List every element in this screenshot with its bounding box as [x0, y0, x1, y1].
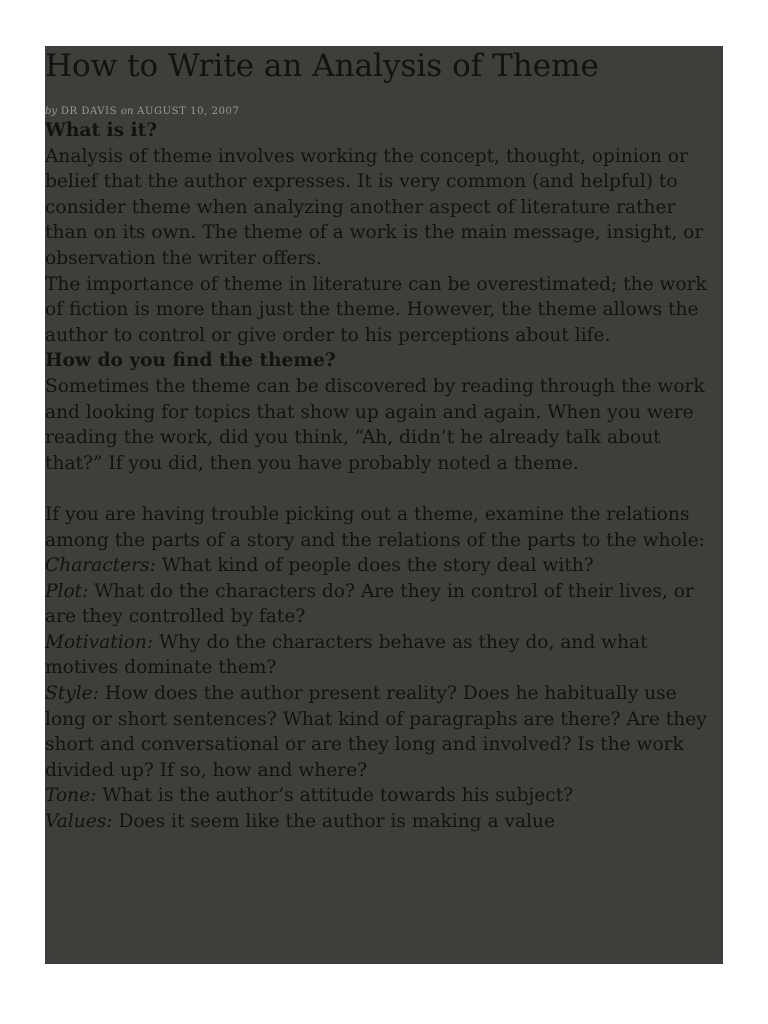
element-values	[45, 809, 723, 835]
element-term: Values:	[45, 811, 113, 833]
element-term: Motivation:	[45, 631, 154, 653]
element-characters	[45, 553, 723, 579]
element-style	[45, 681, 723, 783]
article-title: How to Write an Analysis of Theme	[45, 48, 599, 84]
element-text: Does it seem like the author is making a value	[112, 811, 556, 833]
element-text: What kind of people does the story deal with?	[155, 555, 594, 577]
paragraph-spacer	[45, 476, 723, 502]
byline	[45, 106, 723, 118]
paragraph-4: If you are having trouble picking out a theme, examine the relations among the parts of a story and the relations of the parts to the whole:	[45, 503, 705, 551]
element-plot	[45, 579, 723, 630]
section-heading-what-is-it: What is it?	[45, 120, 158, 141]
byline-author[interactable]: DR DAVIS	[60, 106, 118, 117]
byline-by: by	[45, 106, 58, 117]
element-motivation	[45, 630, 723, 681]
element-term: Characters:	[45, 555, 156, 577]
element-text: Why do the characters behave as they do, and what motives dominate them?	[45, 631, 648, 679]
document-page	[45, 46, 723, 964]
element-term: Style:	[45, 683, 99, 705]
element-term: Plot:	[45, 580, 89, 602]
paragraph-3: Sometimes the theme can be discovered by reading through the work and looking for topics that show up again and again. When you were reading the work, did you think, “Ah, didn’t he already talk about that?” If you did, then you have probably noted a theme.	[45, 375, 705, 474]
section-heading-find-theme: How do you find the theme?	[45, 350, 336, 372]
byline-date: AUGUST 10, 2007	[137, 106, 240, 117]
paragraph-1: Analysis of theme involves working the concept, thought, opinion or belief that the author expresses. It is very common (and helpful) to consider theme when analyzing another aspect of literature rather than on its own. The theme of a work is the main message, insight, or observation the writer offers.	[45, 145, 704, 269]
byline-on: on	[120, 106, 134, 117]
element-text: What is the author’s attitude towards his subject?	[96, 785, 574, 807]
element-tone	[45, 783, 723, 809]
element-text: How does the author present reality? Does he habitually use long or short sentences? What kind of paragraphs are there? Are they short and conversational or are they long and involved? Is the work divided up? If so, how and where?	[45, 683, 707, 781]
paragraph-2: The importance of theme in literature can be overestimated; the work of fiction is more than just the theme. However, the theme allows the author to control or give order to his perceptions about life.	[45, 273, 707, 346]
element-text: What do the characters do? Are they in control of their lives, or are they controlled by fate?	[45, 580, 694, 628]
article-body	[45, 118, 723, 835]
element-term: Tone:	[45, 785, 97, 807]
